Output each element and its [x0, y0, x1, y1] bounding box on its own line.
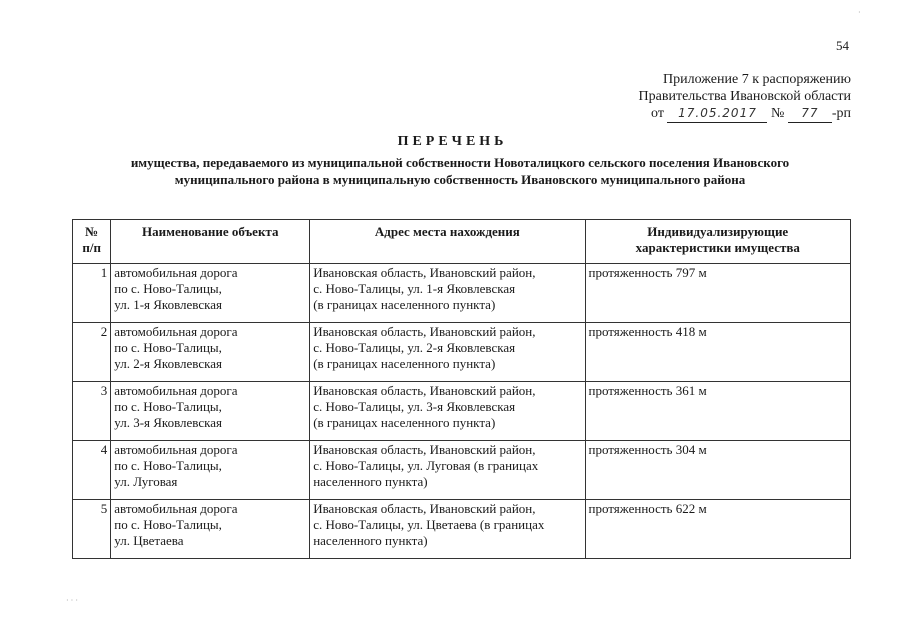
row-characteristics: протяженность 304 м [585, 441, 850, 500]
table-row [73, 264, 851, 323]
name-line: по с. Ново-Талицы, [114, 281, 222, 296]
row-number: 1 [73, 264, 111, 323]
address-line: с. Ново-Талицы, ул. 2-я Яковлевская [313, 340, 516, 355]
header-characteristics [585, 220, 850, 264]
row-characteristics: протяженность 418 м [585, 323, 850, 382]
name-line: автомобильная дорога [114, 501, 238, 516]
address-line: (в границах населенного пункта) [313, 415, 496, 430]
address-line: с. Ново-Талицы, ул. 1-я Яковлевская [313, 281, 516, 296]
name-line: ул. Луговая [114, 474, 178, 489]
name-line: автомобильная дорога [114, 383, 238, 398]
address-line: с. Ново-Талицы, ул. Цветаева (в границах [313, 517, 545, 532]
document-subtitle [60, 154, 860, 188]
address-line: (в границах населенного пункта) [313, 297, 496, 312]
row-name [111, 323, 310, 382]
name-line: автомобильная дорога [114, 442, 238, 457]
name-line: ул. 2-я Яковлевская [114, 356, 223, 371]
row-number: 5 [73, 500, 111, 559]
row-name [111, 382, 310, 441]
row-number: 4 [73, 441, 111, 500]
subtitle-line-2: муниципального района в муниципальную собственность Ивановского муниципального района [174, 172, 746, 187]
row-characteristics: протяженность 622 м [585, 500, 850, 559]
date-prefix: от [651, 106, 664, 121]
header-address [310, 220, 585, 264]
address-line: Ивановская область, Ивановский район, [313, 265, 536, 280]
address-line: Ивановская область, Ивановский район, [313, 442, 536, 457]
name-line: по с. Ново-Талицы, [114, 340, 222, 355]
number-suffix: -рп [831, 106, 851, 121]
document-title: ПЕРЕЧЕНЬ [397, 134, 508, 149]
address-line: Ивановская область, Ивановский район, [313, 324, 536, 339]
handwritten-number: 77 [788, 105, 832, 123]
header-line: Наименование объекта [142, 224, 279, 239]
address-line: с. Ново-Талицы, ул. Луговая (в границах [313, 458, 539, 473]
row-address [310, 382, 585, 441]
table-row [73, 441, 851, 500]
header-line: № [85, 224, 99, 239]
appendix-block [639, 71, 851, 123]
address-line: (в границах населенного пункта) [313, 356, 496, 371]
scan-mark: · · · [66, 596, 78, 605]
row-address [310, 500, 585, 559]
header-line: Адрес места нахождения [374, 224, 520, 239]
scan-mark: · [858, 8, 861, 17]
number-prefix: № [770, 106, 785, 121]
header-number [73, 220, 111, 264]
row-name [111, 441, 310, 500]
property-table [72, 219, 851, 559]
row-number: 2 [73, 323, 111, 382]
subtitle-line-1: имущества, передаваемого из муниципальной собственности Новоталицкого сельского поселения Ивановского [130, 155, 790, 170]
name-line: по с. Ново-Талицы, [114, 399, 222, 414]
table-header-row [73, 220, 851, 264]
row-name [111, 500, 310, 559]
name-line: по с. Ново-Талицы, [114, 458, 222, 473]
address-line: населенного пункта) [313, 474, 428, 489]
header-name [111, 220, 310, 264]
name-line: ул. Цветаева [114, 533, 184, 548]
row-name [111, 264, 310, 323]
name-line: ул. 3-я Яковлевская [114, 415, 223, 430]
row-address [310, 323, 585, 382]
header-line: Индивидуализирующие [647, 224, 789, 239]
table-row [73, 500, 851, 559]
name-line: автомобильная дорога [114, 265, 238, 280]
row-number: 3 [73, 382, 111, 441]
appendix-line-3 [639, 105, 851, 123]
appendix-line-1: Приложение 7 к распоряжению [663, 72, 851, 87]
header-line: п/п [82, 240, 101, 255]
name-line: автомобильная дорога [114, 324, 238, 339]
name-line: ул. 1-я Яковлевская [114, 297, 223, 312]
table-row [73, 323, 851, 382]
handwritten-date: 17.05.2017 [667, 105, 767, 123]
row-characteristics: протяженность 797 м [585, 264, 850, 323]
row-characteristics: протяженность 361 м [585, 382, 850, 441]
address-line: с. Ново-Талицы, ул. 3-я Яковлевская [313, 399, 516, 414]
address-line: населенного пункта) [313, 533, 428, 548]
name-line: по с. Ново-Талицы, [114, 517, 222, 532]
row-address [310, 441, 585, 500]
address-line: Ивановская область, Ивановский район, [313, 501, 536, 516]
row-address [310, 264, 585, 323]
appendix-line-2: Правительства Ивановской области [638, 89, 851, 104]
page-number: 54 [836, 38, 849, 53]
table-row [73, 382, 851, 441]
address-line: Ивановская область, Ивановский район, [313, 383, 536, 398]
header-line: характеристики имущества [635, 240, 800, 255]
